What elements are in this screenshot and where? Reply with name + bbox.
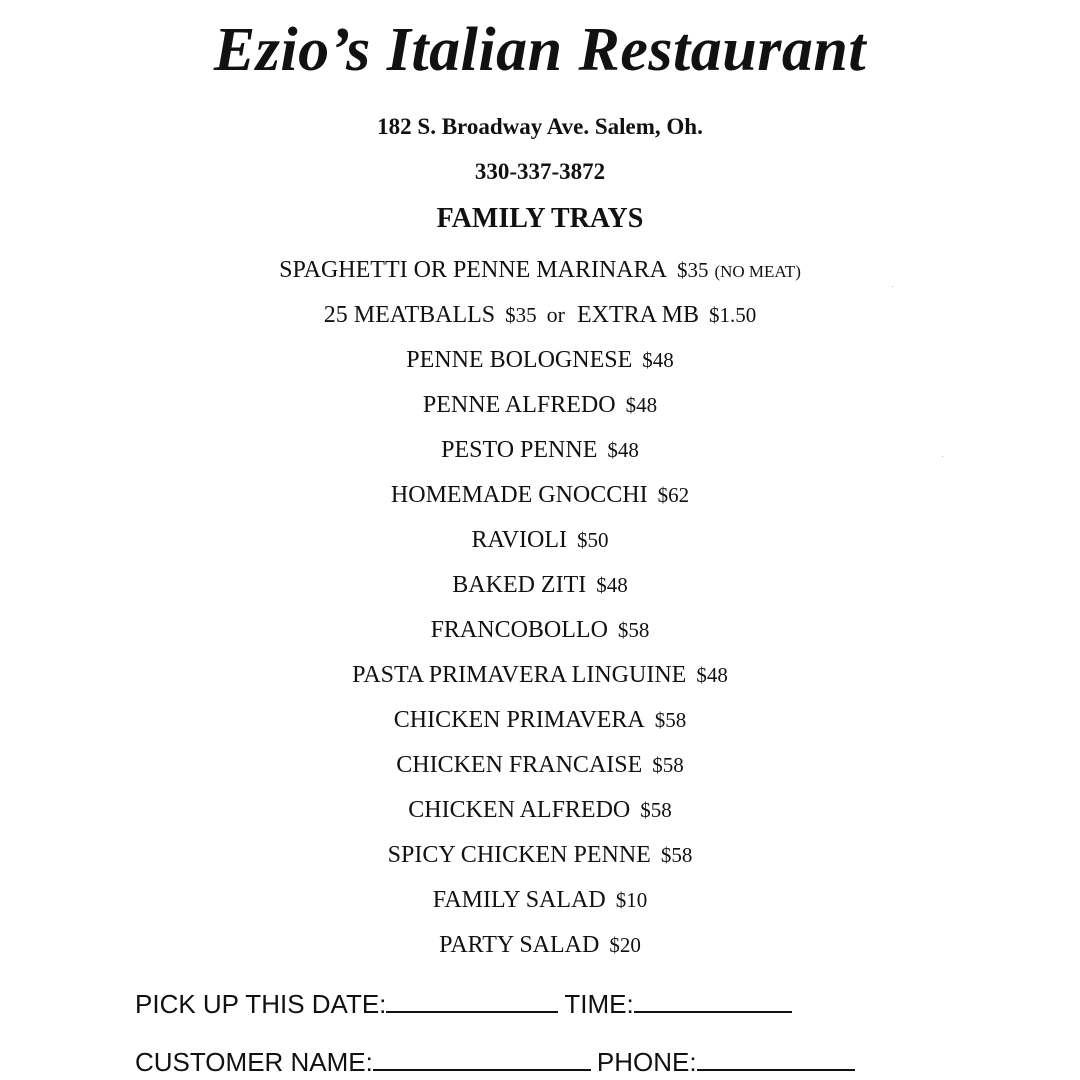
menu-item-price: $58 <box>660 843 693 867</box>
menu-item-name: SPAGHETTI OR PENNE MARINARA <box>279 257 667 283</box>
menu-item-price: $48 <box>607 438 639 462</box>
menu-item-price: $20 <box>609 933 641 957</box>
pickup-date-label: PICK UP THIS DATE: <box>135 989 387 1019</box>
restaurant-phone: 330-337-3872 <box>474 159 606 184</box>
restaurant-title: Ezio’s Italian Restaurant <box>213 16 867 84</box>
menu-item-name: HOMEMADE GNOCCHI <box>390 482 648 508</box>
customer-phone-label: PHONE: <box>596 1047 697 1077</box>
menu-item-name: FAMILY SALAD <box>432 887 606 913</box>
menu-item <box>0 657 1080 702</box>
menu-item-price: $58 <box>652 753 684 777</box>
menu-item-extra: EXTRA MB <box>576 302 699 328</box>
restaurant-address: 182 S. Broadway Ave. Salem, Oh. <box>377 114 703 139</box>
menu-item-name: CHICKEN FRANCAISE <box>396 752 643 778</box>
menu-item <box>0 747 1080 792</box>
menu-item <box>0 837 1080 882</box>
menu-item-name: CHICKEN PRIMAVERA <box>393 707 645 733</box>
menu-item-name: PENNE ALFREDO <box>422 392 616 418</box>
menu-item <box>0 297 1080 342</box>
menu-item <box>0 252 1080 297</box>
menu-list <box>0 252 1080 972</box>
menu-item-name: PASTA PRIMAVERA LINGUINE <box>352 662 687 688</box>
customer-name-label: CUSTOMER NAME: <box>135 1047 373 1077</box>
section-title: FAMILY TRAYS <box>436 203 644 234</box>
customer-name-blank[interactable] <box>373 1045 591 1071</box>
menu-item-price: $48 <box>696 663 728 687</box>
pickup-form-row <box>135 987 798 1020</box>
menu-item <box>0 567 1080 612</box>
scan-speck <box>942 456 943 457</box>
menu-item-name: 25 MEATBALLS <box>323 302 496 328</box>
menu-item <box>0 792 1080 837</box>
menu-item <box>0 882 1080 927</box>
menu-item-price: $50 <box>577 528 609 552</box>
menu-item-name: BAKED ZITI <box>452 572 587 598</box>
menu-item-name: PESTO PENNE <box>441 437 598 463</box>
scan-speck <box>892 286 893 287</box>
menu-item <box>0 387 1080 432</box>
pickup-time-label: TIME: <box>564 989 634 1019</box>
menu-item-extra-price: $1.50 <box>708 303 757 327</box>
menu-item-price: $10 <box>615 888 648 912</box>
menu-item-price: $58 <box>617 618 650 642</box>
menu-item-price: $48 <box>625 393 658 417</box>
menu-item-price: $62 <box>657 483 690 507</box>
menu-item-note: (NO MEAT) <box>714 262 801 281</box>
menu-item-name: PARTY SALAD <box>439 932 600 958</box>
menu-item <box>0 432 1080 477</box>
menu-item-name: CHICKEN ALFREDO <box>408 797 631 823</box>
menu-item <box>0 342 1080 387</box>
pickup-time-blank[interactable] <box>634 987 792 1013</box>
menu-item-price: $48 <box>642 348 674 372</box>
menu-item <box>0 612 1080 657</box>
menu-item-separator: or <box>546 302 565 327</box>
menu-item-name: PENNE BOLOGNESE <box>406 347 633 373</box>
menu-item <box>0 927 1080 972</box>
menu-item-price: $35 <box>505 303 537 327</box>
pickup-date-blank[interactable] <box>386 987 558 1013</box>
menu-item-name: SPICY CHICKEN PENNE <box>387 842 651 868</box>
menu-item-name: RAVIOLI <box>471 527 568 553</box>
menu-item-price: $35 <box>676 258 709 282</box>
menu-item <box>0 477 1080 522</box>
menu-item <box>0 702 1080 747</box>
customer-phone-blank[interactable] <box>697 1045 855 1071</box>
menu-item-name: FRANCOBOLLO <box>430 617 608 643</box>
menu-item-price: $48 <box>596 573 628 597</box>
customer-form-row <box>135 1045 861 1078</box>
menu-item-price: $58 <box>654 708 687 732</box>
menu-item <box>0 522 1080 567</box>
menu-item-price: $58 <box>640 798 672 822</box>
